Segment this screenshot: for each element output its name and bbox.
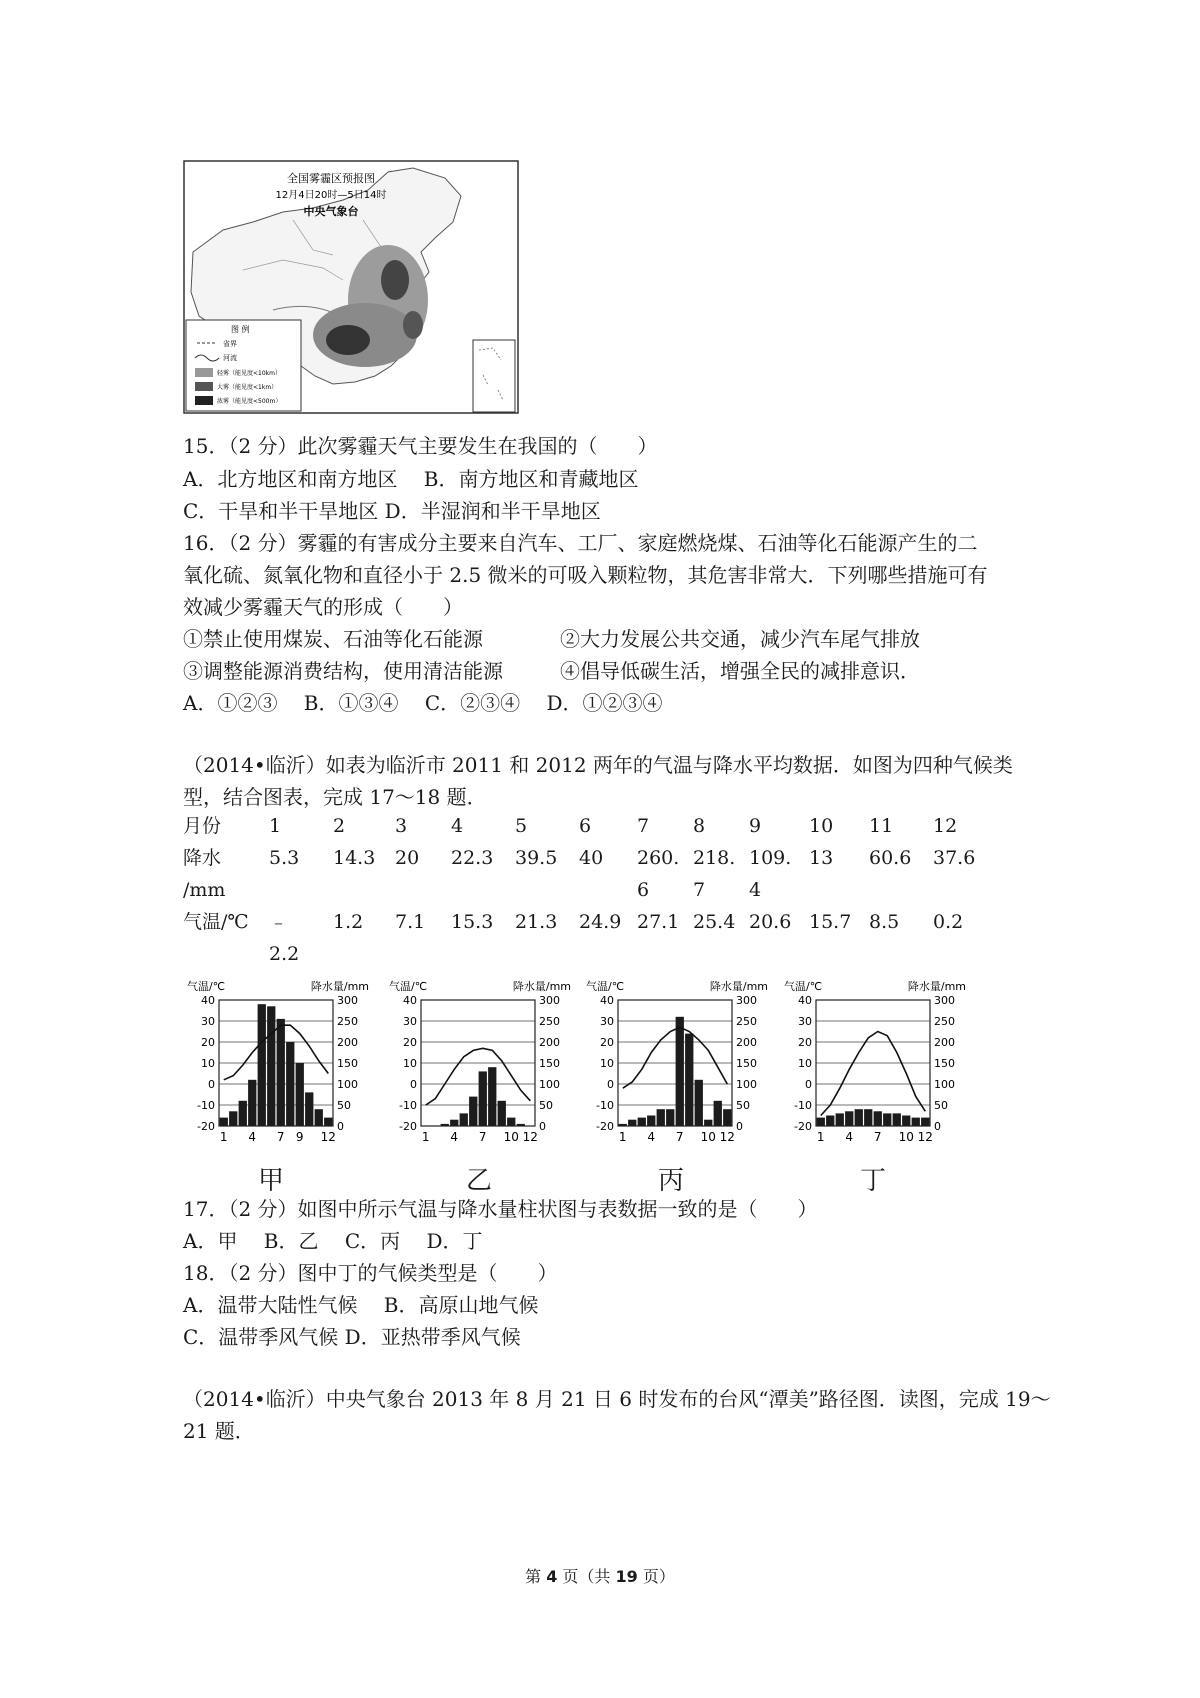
legend-dense-fog-swatch — [195, 396, 213, 405]
precip-bar — [676, 1017, 684, 1126]
temp-tick-label: -20 — [399, 1120, 417, 1133]
precip-bar — [619, 1124, 627, 1126]
table-cell — [333, 938, 395, 970]
precip-bar — [220, 1118, 228, 1126]
month-tick-label: 10 — [503, 1130, 519, 1144]
climate-chart-bing — [582, 978, 772, 1158]
table-cell — [693, 938, 749, 970]
table-cell — [637, 938, 693, 970]
month-tick-label: 4 — [248, 1130, 257, 1144]
month-tick-label: 10 — [898, 1130, 914, 1144]
temp-axis-label: 气温/℃ — [389, 980, 428, 993]
month-tick-label: 1 — [618, 1130, 627, 1144]
temperature-line — [623, 1027, 728, 1088]
table-cell: 8.5 — [869, 911, 900, 933]
precip-tick-label: 0 — [337, 1120, 344, 1133]
table-cell: 1 — [269, 815, 282, 837]
month-tick-label: 12 — [320, 1130, 336, 1144]
precip-bar — [628, 1120, 636, 1126]
table-cell: 10 — [809, 815, 834, 837]
footer-page-number: 4 — [546, 1567, 558, 1586]
table-cell: 降水 — [183, 847, 222, 869]
precip-axis-label: 降水量/mm — [709, 980, 768, 993]
legend-river: 河流 — [223, 354, 237, 362]
temp-tick-label: 0 — [805, 1078, 812, 1091]
q15-stem: 15．（2 分）此次雾霾天气主要发生在我国的（ ） — [183, 434, 658, 458]
table-cell — [515, 874, 579, 906]
climate-chart-yi — [385, 978, 575, 1158]
precip-tick-label: 300 — [736, 994, 757, 1007]
month-tick-label: 7 — [478, 1130, 487, 1144]
precip-bar — [874, 1111, 882, 1126]
intro-19-21-line2: 21 题． — [183, 1419, 255, 1443]
precip-bar — [239, 1101, 247, 1126]
q16-options: A．①②③ B．①③④ C．②③④ D．①②③④ — [183, 691, 663, 715]
precip-tick-label: 50 — [337, 1099, 351, 1112]
precip-bar — [507, 1118, 515, 1126]
month-tick-label: 4 — [647, 1130, 656, 1144]
temperature-line — [224, 1025, 328, 1080]
month-tick-label: 9 — [295, 1130, 304, 1144]
table-cell: 气温/℃ — [183, 911, 249, 933]
precip-tick-label: 100 — [539, 1078, 560, 1091]
temp-axis-label: 气温/℃ — [586, 980, 625, 993]
table-cell: 9 — [749, 815, 762, 837]
precip-bar — [836, 1113, 844, 1126]
table-cell: 2.2 — [269, 943, 300, 965]
precip-tick-label: 250 — [539, 1015, 560, 1028]
table-cell — [869, 938, 933, 970]
table-cell: 40 — [579, 847, 604, 869]
table-cell: 60.6 — [869, 847, 912, 869]
table-cell: 20 — [395, 847, 420, 869]
temp-tick-label: 20 — [798, 1036, 812, 1049]
footer-total-pages: 19 — [615, 1567, 638, 1586]
precip-axis-label: 降水量/mm — [310, 980, 369, 993]
page-footer — [0, 1564, 1200, 1587]
temperature-line — [821, 1032, 926, 1116]
precip-bar — [912, 1118, 920, 1126]
temp-tick-label: 30 — [798, 1015, 812, 1028]
precip-tick-label: 200 — [539, 1036, 560, 1049]
table-cell — [395, 874, 451, 906]
month-tick-label: 10 — [700, 1130, 716, 1144]
q16-statement-1: ①禁止使用煤炭、石油等化石能源 — [183, 627, 483, 651]
temp-tick-label: 40 — [600, 994, 614, 1007]
temp-tick-label: -20 — [794, 1120, 812, 1133]
table-cell — [933, 938, 985, 970]
table-cell: 7.1 — [395, 911, 426, 933]
table-cell — [933, 874, 985, 906]
table-cell: 6 — [637, 879, 650, 901]
table-cell: 25.4 — [693, 911, 736, 933]
precip-bar — [685, 1034, 693, 1126]
q17-stem: 17．（2 分）如图中所示气温与降水量柱状图与表数据一致的是（ ） — [183, 1197, 818, 1221]
precip-bar — [296, 1063, 304, 1126]
q16-stem-2: 氧化硫、氮氧化物和直径小于 2.5 微米的可吸入颗粒物，其危害非常大．下列哪些措施可有 — [183, 563, 988, 587]
precip-bar — [902, 1116, 910, 1127]
table-cell: 109. — [749, 847, 792, 869]
precip-tick-label: 300 — [934, 994, 955, 1007]
month-tick-label: 1 — [219, 1130, 228, 1144]
temp-tick-label: 30 — [403, 1015, 417, 1028]
table-cell: 11 — [869, 815, 894, 837]
precip-bar — [817, 1118, 825, 1126]
precip-bar — [277, 1019, 285, 1126]
precip-bar — [695, 1080, 703, 1126]
precip-bar — [845, 1111, 853, 1126]
table-cell: 15.7 — [809, 911, 852, 933]
table-cell: 6 — [579, 815, 592, 837]
temp-tick-label: 40 — [403, 994, 417, 1007]
chart-label-bing: 丙 — [658, 1166, 685, 1196]
table-cell — [809, 874, 869, 906]
precip-tick-label: 300 — [337, 994, 358, 1007]
table-cell: 4 — [451, 815, 464, 837]
precip-tick-label: 50 — [934, 1099, 948, 1112]
haze-region-dense-east — [403, 311, 423, 339]
precip-bar — [488, 1067, 496, 1126]
temp-tick-label: 0 — [208, 1078, 215, 1091]
haze-region-dense — [326, 325, 370, 355]
temp-tick-label: 40 — [798, 994, 812, 1007]
map-title-1: 全国雾霾区预报图 — [287, 172, 375, 185]
precip-bar — [855, 1109, 863, 1126]
temp-tick-label: 0 — [410, 1078, 417, 1091]
precip-tick-label: 250 — [736, 1015, 757, 1028]
table-cell: 7 — [637, 815, 650, 837]
q16-statement-2: ②大力发展公共交通，减少汽车尾气排放 — [560, 627, 920, 651]
climate-chart-ding — [780, 978, 970, 1158]
table-cell — [395, 938, 451, 970]
table-cell — [869, 874, 933, 906]
month-tick-label: 1 — [421, 1130, 430, 1144]
intro-17-18-line1: （2014•临沂）如表为临沂市 2011 和 2012 两年的气温与降水平均数据．如图为四种气候类 — [183, 753, 1013, 777]
precip-bar — [714, 1101, 722, 1126]
precip-bar — [315, 1109, 323, 1126]
table-cell — [579, 938, 637, 970]
footer-mid: 页（共 — [562, 1567, 611, 1586]
table-cell: 39.5 — [515, 847, 558, 869]
chart-label-yi: 乙 — [466, 1166, 493, 1196]
precip-bar — [286, 1042, 294, 1126]
intro-19-21-line1: （2014•临沂）中央气象台 2013 年 8 月 21 日 6 时发布的台风“潭美”路径图．读图，完成 19～ — [183, 1387, 1051, 1411]
precip-bar — [893, 1113, 901, 1126]
table-cell — [269, 874, 333, 906]
precip-bar — [723, 1109, 731, 1126]
precip-bar — [883, 1113, 891, 1126]
map-title-2: 12月4日20时—5日14时 — [275, 190, 387, 201]
precip-tick-label: 200 — [337, 1036, 358, 1049]
temp-tick-label: 20 — [201, 1036, 215, 1049]
q16-stem-3: 效减少雾霾天气的形成（ ） — [183, 595, 463, 619]
table-cell: 14.3 — [333, 847, 376, 869]
footer-post: 页） — [642, 1567, 675, 1586]
precip-tick-label: 100 — [736, 1078, 757, 1091]
temp-tick-label: -10 — [197, 1099, 215, 1112]
temp-tick-label: -20 — [197, 1120, 215, 1133]
q17-options: A．甲 B．乙 C．丙 D．丁 — [183, 1229, 483, 1253]
temp-tick-label: 10 — [201, 1057, 215, 1070]
chart-label-jia: 甲 — [258, 1166, 285, 1196]
precip-tick-label: 100 — [934, 1078, 955, 1091]
table-cell — [809, 938, 869, 970]
south-china-sea-inset — [473, 340, 515, 412]
precip-bar — [460, 1113, 468, 1126]
precip-bar — [469, 1097, 477, 1126]
precip-bar — [479, 1071, 487, 1126]
table-cell: /mm — [183, 879, 226, 901]
q16-statement-3: ③调整能源消费结构，使用清洁能源 — [183, 659, 503, 683]
precip-bar — [704, 1120, 712, 1126]
precip-tick-label: 0 — [539, 1120, 546, 1133]
precip-tick-label: 300 — [539, 994, 560, 1007]
q15-options-line2: C．干旱和半干旱地区 D．半湿润和半干旱地区 — [183, 499, 601, 523]
table-row-month — [183, 810, 985, 842]
table-cell: 13 — [809, 847, 834, 869]
table-cell: 12 — [933, 815, 958, 837]
precip-bar — [258, 1004, 266, 1126]
precip-tick-label: 200 — [934, 1036, 955, 1049]
precip-bar — [267, 1006, 275, 1126]
temp-tick-label: 20 — [600, 1036, 614, 1049]
legend-light-fog: 轻雾（能见度<10km） — [217, 370, 281, 377]
temp-tick-label: -10 — [596, 1099, 614, 1112]
temp-tick-label: -10 — [794, 1099, 812, 1112]
precip-bar — [666, 1109, 674, 1126]
temp-tick-label: -10 — [399, 1099, 417, 1112]
month-tick-label: 12 — [522, 1130, 538, 1144]
table-row-precip-cont — [183, 874, 985, 906]
month-tick-label: 4 — [845, 1130, 854, 1144]
haze-region-dense-north — [381, 260, 409, 300]
month-tick-label: 12 — [917, 1130, 933, 1144]
haze-map-svg — [183, 160, 519, 414]
q15-options-line1: A．北方地区和南方地区 B．南方地区和青藏地区 — [183, 467, 639, 491]
temp-tick-label: 10 — [798, 1057, 812, 1070]
precip-bar — [324, 1118, 332, 1126]
chart-label-ding: 丁 — [860, 1166, 887, 1196]
precip-bar — [638, 1118, 646, 1126]
table-cell: 0.2 — [933, 911, 964, 933]
temp-tick-label: 10 — [403, 1057, 417, 1070]
table-cell: 218. — [693, 847, 736, 869]
table-cell: 3 — [395, 815, 408, 837]
temp-tick-label: 30 — [201, 1015, 215, 1028]
climate-chart-jia — [183, 978, 373, 1158]
precip-bar — [826, 1116, 834, 1127]
table-cell: 20.6 — [749, 911, 792, 933]
temp-tick-label: 30 — [600, 1015, 614, 1028]
table-cell: 22.3 — [451, 847, 494, 869]
legend-heavy-fog-swatch — [195, 382, 213, 391]
precip-bar — [517, 1124, 525, 1126]
precip-tick-label: 150 — [337, 1057, 358, 1070]
q18-options-line2: C．温带季风气候 D．亚热带季风气候 — [183, 1325, 521, 1349]
table-cell: ﹣ — [269, 911, 289, 933]
precip-tick-label: 100 — [337, 1078, 358, 1091]
table-cell: 2 — [333, 815, 346, 837]
precip-axis-label: 降水量/mm — [512, 980, 571, 993]
table-cell: 5.3 — [269, 847, 300, 869]
precip-tick-label: 0 — [934, 1120, 941, 1133]
precip-tick-label: 50 — [539, 1099, 553, 1112]
temp-tick-label: 20 — [403, 1036, 417, 1049]
precip-bar — [441, 1124, 449, 1126]
temperature-line — [426, 1048, 531, 1105]
precip-bar — [305, 1092, 313, 1126]
month-tick-label: 1 — [816, 1130, 825, 1144]
temp-axis-label: 气温/℃ — [784, 980, 823, 993]
precip-bar — [647, 1116, 655, 1127]
month-tick-label: 7 — [276, 1130, 285, 1144]
table-cell — [451, 938, 515, 970]
table-cell: 37.6 — [933, 847, 976, 869]
table-cell: 8 — [693, 815, 706, 837]
table-cell: 5 — [515, 815, 528, 837]
month-tick-label: 7 — [675, 1130, 684, 1144]
temp-tick-label: 40 — [201, 994, 215, 1007]
precip-bar — [229, 1111, 237, 1126]
month-tick-label: 7 — [873, 1130, 882, 1144]
map-title-3: 中央气象台 — [303, 205, 359, 218]
temp-tick-label: -20 — [596, 1120, 614, 1133]
table-cell — [333, 874, 395, 906]
temp-tick-label: 10 — [600, 1057, 614, 1070]
table-cell: 27.1 — [637, 911, 680, 933]
table-cell — [749, 938, 809, 970]
precip-bar — [450, 1120, 458, 1126]
precip-tick-label: 250 — [934, 1015, 955, 1028]
table-cell: 260. — [637, 847, 680, 869]
table-cell — [451, 874, 515, 906]
q18-stem: 18．（2 分）图中丁的气候类型是（ ） — [183, 1261, 558, 1285]
precip-tick-label: 150 — [736, 1057, 757, 1070]
q16-stem-1: 16．（2 分）雾霾的有害成分主要来自汽车、工厂、家庭燃烧煤、石油等化石能源产生的二 — [183, 531, 978, 555]
legend-dense-fog: 浓雾（能见度<500m） — [217, 398, 282, 405]
precip-tick-label: 200 — [736, 1036, 757, 1049]
table-cell: 月份 — [183, 815, 222, 837]
precip-tick-label: 150 — [539, 1057, 560, 1070]
temp-axis-label: 气温/℃ — [187, 980, 226, 993]
month-tick-label: 4 — [450, 1130, 459, 1144]
footer-pre: 第 — [525, 1567, 542, 1586]
precip-tick-label: 0 — [736, 1120, 743, 1133]
precip-tick-label: 50 — [736, 1099, 750, 1112]
legend-heavy-fog: 大雾（能见度<1km） — [217, 384, 278, 391]
table-cell: 15.3 — [451, 911, 494, 933]
q16-statement-4: ④倡导低碳生活，增强全民的减排意识． — [560, 659, 920, 683]
precip-bar — [248, 1080, 256, 1126]
table-row-temp-cont — [183, 938, 985, 970]
precip-tick-label: 250 — [337, 1015, 358, 1028]
table-cell: 4 — [749, 879, 762, 901]
precip-tick-label: 150 — [934, 1057, 955, 1070]
intro-17-18-line2: 型，结合图表，完成 17～18 题． — [183, 785, 487, 809]
temp-tick-label: 0 — [607, 1078, 614, 1091]
legend-province: 省界 — [223, 340, 237, 348]
climate-data-table — [183, 810, 985, 970]
table-row-precip — [183, 842, 985, 874]
precip-bar — [657, 1109, 665, 1126]
month-tick-label: 12 — [719, 1130, 735, 1144]
table-row-temp — [183, 906, 985, 938]
table-cell — [183, 938, 269, 970]
table-cell: 21.3 — [515, 911, 558, 933]
table-cell: 1.2 — [333, 911, 364, 933]
table-cell: 24.9 — [579, 911, 622, 933]
precip-bar — [864, 1109, 872, 1126]
haze-forecast-map — [183, 160, 519, 414]
table-cell — [579, 874, 637, 906]
table-cell — [515, 938, 579, 970]
q18-options-line1: A．温带大陆性气候 B．高原山地气候 — [183, 1293, 539, 1317]
legend-title: 图 例 — [231, 325, 250, 334]
legend-light-fog-swatch — [195, 368, 213, 377]
table-cell: 7 — [693, 879, 706, 901]
precip-axis-label: 降水量/mm — [907, 980, 966, 993]
precip-bar — [498, 1101, 506, 1126]
precip-bar — [921, 1118, 929, 1126]
